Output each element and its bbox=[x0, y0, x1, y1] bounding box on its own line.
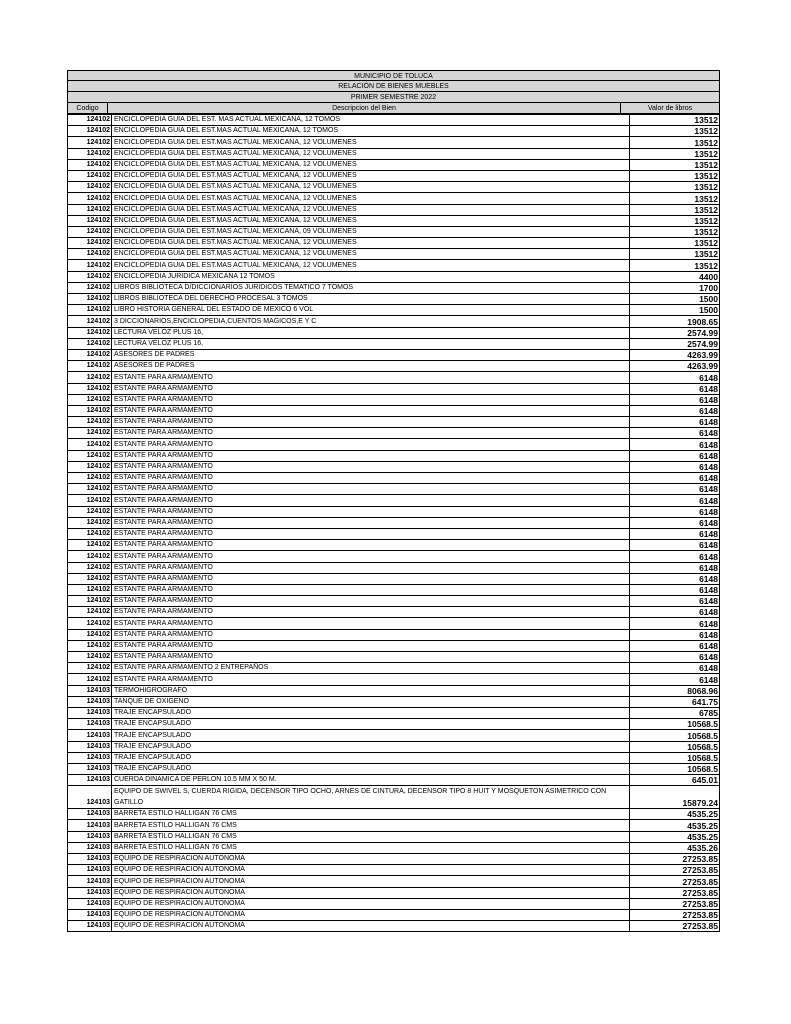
code-cell: 124103 bbox=[68, 831, 112, 842]
table-row bbox=[68, 663, 720, 674]
code-cell: 124102 bbox=[68, 674, 112, 685]
code-cell: 124103 bbox=[68, 909, 112, 920]
code-cell: 124103 bbox=[68, 763, 112, 774]
description-cell: ESTANTE PARA ARMAMENTO bbox=[112, 540, 630, 551]
code-cell: 124103 bbox=[68, 876, 112, 887]
code-cell: 124102 bbox=[68, 517, 112, 528]
value-cell: 4400 bbox=[630, 271, 720, 282]
value-cell: 6148 bbox=[630, 640, 720, 651]
description-cell: ENCICLOPEDIA GUIA DEL EST.MAS ACTUAL MEXICANA, 12 VOLUMENES bbox=[112, 193, 630, 204]
table-row bbox=[68, 752, 720, 763]
code-cell: 124102 bbox=[68, 417, 112, 428]
value-cell: 6148 bbox=[630, 629, 720, 640]
code-cell: 124102 bbox=[68, 450, 112, 461]
value-cell: 6148 bbox=[630, 439, 720, 450]
table-row bbox=[68, 562, 720, 573]
table-row bbox=[68, 473, 720, 484]
description-cell: ENCICLOPEDIA GUIA DEL EST.MAS ACTUAL MEXICANA, 12 VOLUMENES bbox=[112, 238, 630, 249]
table-row bbox=[68, 809, 720, 820]
value-cell: 2574.99 bbox=[630, 338, 720, 349]
table-row bbox=[68, 921, 720, 932]
code-cell: 124103 bbox=[68, 752, 112, 763]
table-row bbox=[68, 361, 720, 372]
code-cell: 124102 bbox=[68, 215, 112, 226]
value-cell: 6148 bbox=[630, 405, 720, 416]
code-cell: 124102 bbox=[68, 663, 112, 674]
value-cell: 13512 bbox=[630, 193, 720, 204]
value-cell: 27253.85 bbox=[630, 909, 720, 920]
description-cell: ENCICLOPEDIA GUIA DEL EST.MAS ACTUAL MEXICANA, 12 VOLUMENES bbox=[112, 260, 630, 271]
value-cell: 10568.5 bbox=[630, 741, 720, 752]
value-cell: 27253.85 bbox=[630, 887, 720, 898]
table-row bbox=[68, 629, 720, 640]
code-cell: 124102 bbox=[68, 607, 112, 618]
description-cell: ENCICLOPEDIA GUIA DEL EST.MAS ACTUAL MEXICANA, 12 VOLUMENES bbox=[112, 159, 630, 170]
code-cell: 124102 bbox=[68, 294, 112, 305]
value-cell: 6148 bbox=[630, 372, 720, 383]
code-cell: 124102 bbox=[68, 349, 112, 360]
value-cell: 6148 bbox=[630, 674, 720, 685]
table-row bbox=[68, 696, 720, 707]
code-cell: 124103 bbox=[68, 865, 112, 876]
description-cell: TRAJE ENCAPSULADO bbox=[112, 752, 630, 763]
table-row bbox=[68, 484, 720, 495]
code-cell: 124102 bbox=[68, 148, 112, 159]
code-cell: 124102 bbox=[68, 562, 112, 573]
code-cell: 124102 bbox=[68, 596, 112, 607]
code-cell: 124102 bbox=[68, 316, 112, 327]
period-title: PRIMER SEMESTRE 2022 bbox=[67, 92, 720, 103]
value-cell: 641.75 bbox=[630, 696, 720, 707]
description-cell: ENCICLOPEDIA GUIA DEL EST.MAS ACTUAL MEXICANA, 12 TOMOS bbox=[112, 126, 630, 137]
code-cell: 124103 bbox=[68, 820, 112, 831]
code-cell: 124103 bbox=[68, 730, 112, 741]
table-row bbox=[68, 182, 720, 193]
value-cell: 6148 bbox=[630, 528, 720, 539]
code-cell: 124102 bbox=[68, 327, 112, 338]
table-row bbox=[68, 170, 720, 181]
value-cell: 6148 bbox=[630, 461, 720, 472]
value-cell: 27253.85 bbox=[630, 898, 720, 909]
table-row bbox=[68, 763, 720, 774]
table-row bbox=[68, 775, 720, 786]
code-cell: 124102 bbox=[68, 226, 112, 237]
description-cell: EQUIPO DE RESPIRACION AUTONOMA bbox=[112, 854, 630, 865]
table-row bbox=[68, 394, 720, 405]
value-cell: 4263.99 bbox=[630, 349, 720, 360]
table-row bbox=[68, 876, 720, 887]
code-cell: 124102 bbox=[68, 573, 112, 584]
description-cell: TANQUE DE OXIGENO bbox=[112, 696, 630, 707]
code-cell: 124103 bbox=[68, 696, 112, 707]
asset-table-body bbox=[68, 115, 720, 932]
description-cell: ENCICLOPEDIA GUIA DEL EST.MAS ACTUAL MEXICANA, 09 VOLUMENES bbox=[112, 226, 630, 237]
code-cell: 124102 bbox=[68, 484, 112, 495]
code-cell: 124102 bbox=[68, 540, 112, 551]
table-row bbox=[68, 596, 720, 607]
table-row bbox=[68, 618, 720, 629]
description-cell: LIBROS BIBLIOTECA DEL DERECHO PROCESAL 3 TOMOS bbox=[112, 294, 630, 305]
code-cell: 124102 bbox=[68, 271, 112, 282]
code-cell: 124102 bbox=[68, 238, 112, 249]
column-header-value: Valor de libros bbox=[647, 105, 693, 112]
description-cell: ENCICLOPEDIA JURIDICA MEXICANA 12 TOMOS bbox=[112, 271, 630, 282]
table-row bbox=[68, 316, 720, 327]
code-cell: 124102 bbox=[68, 282, 112, 293]
table-row bbox=[68, 865, 720, 876]
description-cell: ESTANTE PARA ARMAMENTO 2 ENTREPAÑOS bbox=[112, 663, 630, 674]
value-cell: 1500 bbox=[630, 294, 720, 305]
table-row bbox=[68, 540, 720, 551]
description-cell: ENCICLOPEDIA GUIA DEL EST.MAS ACTUAL MEXICANA, 12 VOLUMENES bbox=[112, 137, 630, 148]
value-cell: 6148 bbox=[630, 417, 720, 428]
table-row bbox=[68, 294, 720, 305]
description-cell: BARRETA ESTILO HALLIGAN 76 CMS bbox=[112, 831, 630, 842]
value-cell: 6148 bbox=[630, 540, 720, 551]
value-cell: 6148 bbox=[630, 495, 720, 506]
description-cell: ESTANTE PARA ARMAMENTO bbox=[112, 372, 630, 383]
code-cell: 124102 bbox=[68, 405, 112, 416]
description-cell: LIBROS BIBLIOTECA D/DICCIONARIOS JURIDICOS TEMATICO 7 TOMOS bbox=[112, 282, 630, 293]
value-cell: 6148 bbox=[630, 383, 720, 394]
table-row bbox=[68, 249, 720, 260]
table-row bbox=[68, 854, 720, 865]
table-row bbox=[68, 193, 720, 204]
description-cell: ESTANTE PARA ARMAMENTO bbox=[112, 484, 630, 495]
code-cell: 124102 bbox=[68, 182, 112, 193]
value-cell: 6148 bbox=[630, 573, 720, 584]
code-cell: 124102 bbox=[68, 305, 112, 316]
description-cell: EQUIPO DE SWIVEL S, CUERDA RIGIDA, DECENSOR TIPO OCHO, ARNES DE CINTURA, DECENSOR TIPO 8 HUIT Y MOSQUETON ASIMETRICO CON GATILLO bbox=[112, 786, 630, 809]
value-cell: 10568.5 bbox=[630, 763, 720, 774]
table-row bbox=[68, 584, 720, 595]
description-cell: ENCICLOPEDIA GUIA DEL EST.MAS ACTUAL MEXICANA, 12 VOLUMENES bbox=[112, 148, 630, 159]
description-cell: BARRETA ESTILO HALLIGAN 76 CMS bbox=[112, 842, 630, 853]
description-cell: TERMOHIGROGRAFO bbox=[112, 685, 630, 696]
description-cell: ESTANTE PARA ARMAMENTO bbox=[112, 405, 630, 416]
description-cell: ESTANTE PARA ARMAMENTO bbox=[112, 461, 630, 472]
description-cell: ENCICLOPEDIA GUIA DEL EST.MAS ACTUAL MEXICANA, 12 VOLUMENES bbox=[112, 204, 630, 215]
column-header-code: Codigo bbox=[68, 103, 108, 113]
table-row bbox=[68, 439, 720, 450]
value-cell: 27253.85 bbox=[630, 865, 720, 876]
description-cell: ESTANTE PARA ARMAMENTO bbox=[112, 428, 630, 439]
table-row bbox=[68, 461, 720, 472]
value-cell: 13512 bbox=[630, 159, 720, 170]
code-cell: 124102 bbox=[68, 394, 112, 405]
description-cell: ESTANTE PARA ARMAMENTO bbox=[112, 607, 630, 618]
table-row bbox=[68, 383, 720, 394]
code-cell: 124102 bbox=[68, 193, 112, 204]
description-cell: TRAJE ENCAPSULADO bbox=[112, 741, 630, 752]
value-cell: 4535.26 bbox=[630, 842, 720, 853]
municipality-title: MUNICIPIO DE TOLUCA bbox=[67, 70, 720, 81]
value-cell: 13512 bbox=[630, 182, 720, 193]
table-row bbox=[68, 528, 720, 539]
value-cell: 15879.24 bbox=[630, 786, 720, 809]
table-row bbox=[68, 137, 720, 148]
description-cell: ESTANTE PARA ARMAMENTO bbox=[112, 506, 630, 517]
table-row bbox=[68, 226, 720, 237]
table-row bbox=[68, 495, 720, 506]
code-cell: 124102 bbox=[68, 640, 112, 651]
table-row bbox=[68, 674, 720, 685]
value-cell: 13512 bbox=[630, 226, 720, 237]
description-cell: ESTANTE PARA ARMAMENTO bbox=[112, 528, 630, 539]
value-cell: 13512 bbox=[630, 170, 720, 181]
code-cell: 124102 bbox=[68, 170, 112, 181]
table-row bbox=[68, 327, 720, 338]
value-cell: 27253.85 bbox=[630, 876, 720, 887]
table-row bbox=[68, 607, 720, 618]
value-cell: 6785 bbox=[630, 707, 720, 718]
value-cell: 27253.85 bbox=[630, 854, 720, 865]
code-cell: 124102 bbox=[68, 506, 112, 517]
description-cell: ESTANTE PARA ARMAMENTO bbox=[112, 573, 630, 584]
table-row bbox=[68, 428, 720, 439]
description-cell: LECTURA VELOZ PLUS 16, bbox=[112, 338, 630, 349]
code-cell: 124102 bbox=[68, 551, 112, 562]
code-cell: 124102 bbox=[68, 618, 112, 629]
description-cell: ESTANTE PARA ARMAMENTO bbox=[112, 674, 630, 685]
table-row bbox=[68, 719, 720, 730]
description-cell: TRAJE ENCAPSULADO bbox=[112, 763, 630, 774]
code-cell: 124103 bbox=[68, 809, 112, 820]
table-row bbox=[68, 126, 720, 137]
code-cell: 124102 bbox=[68, 428, 112, 439]
table-row bbox=[68, 842, 720, 853]
value-cell: 6148 bbox=[630, 428, 720, 439]
table-row bbox=[68, 338, 720, 349]
code-cell: 124103 bbox=[68, 842, 112, 853]
description-cell: ESTANTE PARA ARMAMENTO bbox=[112, 596, 630, 607]
description-cell: EQUIPO DE RESPIRACION AUTONOMA bbox=[112, 898, 630, 909]
code-cell: 124103 bbox=[68, 887, 112, 898]
value-cell: 13512 bbox=[630, 215, 720, 226]
table-row bbox=[68, 238, 720, 249]
value-cell: 8068.96 bbox=[630, 685, 720, 696]
description-cell: BARRETA ESTILO HALLIGAN 76 CMS bbox=[112, 809, 630, 820]
code-cell: 124102 bbox=[68, 372, 112, 383]
table-row bbox=[68, 517, 720, 528]
value-cell: 6148 bbox=[630, 484, 720, 495]
description-cell: EQUIPO DE RESPIRACION AUTONOMA bbox=[112, 909, 630, 920]
table-row bbox=[68, 204, 720, 215]
description-cell: ESTANTE PARA ARMAMENTO bbox=[112, 417, 630, 428]
table-row bbox=[68, 640, 720, 651]
table-row bbox=[68, 506, 720, 517]
code-cell: 124102 bbox=[68, 204, 112, 215]
description-cell: LIBRO HISTORIA GENERAL DEL ESTADO DE MEXICO 6 VOL bbox=[112, 305, 630, 316]
description-cell: ENCICLOPEDIA GUIA DEL EST.MAS ACTUAL MEXICANA, 12 VOLUMENES bbox=[112, 170, 630, 181]
table-row bbox=[68, 685, 720, 696]
table-row bbox=[68, 148, 720, 159]
code-cell: 124102 bbox=[68, 126, 112, 137]
value-cell: 13512 bbox=[630, 126, 720, 137]
description-cell: ESTANTE PARA ARMAMENTO bbox=[112, 517, 630, 528]
description-cell: ESTANTE PARA ARMAMENTO bbox=[112, 652, 630, 663]
description-cell: ESTANTE PARA ARMAMENTO bbox=[112, 629, 630, 640]
code-cell: 124103 bbox=[68, 921, 112, 932]
description-cell: ENCICLOPEDIA GUIA DEL EST.MAS ACTUAL MEXICANA, 12 VOLUMENES bbox=[112, 182, 630, 193]
code-cell: 124103 bbox=[68, 786, 112, 809]
code-cell: 124102 bbox=[68, 159, 112, 170]
value-cell: 4535.25 bbox=[630, 820, 720, 831]
value-cell: 6148 bbox=[630, 607, 720, 618]
value-cell: 6148 bbox=[630, 596, 720, 607]
description-cell: ESTANTE PARA ARMAMENTO bbox=[112, 439, 630, 450]
table-row bbox=[68, 305, 720, 316]
value-cell: 27253.85 bbox=[630, 921, 720, 932]
value-cell: 6148 bbox=[630, 584, 720, 595]
description-cell: ESTANTE PARA ARMAMENTO bbox=[112, 584, 630, 595]
code-cell: 124102 bbox=[68, 584, 112, 595]
value-cell: 10568.5 bbox=[630, 730, 720, 741]
description-cell: ASESORES DE PADRES bbox=[112, 349, 630, 360]
value-cell: 4535.25 bbox=[630, 831, 720, 842]
description-cell: 3 DICCIONARIOS,ENCICLOPEDIA,CUENTOS MAGICOS,E Y C bbox=[112, 316, 630, 327]
value-cell: 10568.5 bbox=[630, 752, 720, 763]
value-cell: 6148 bbox=[630, 618, 720, 629]
table-row bbox=[68, 786, 720, 809]
code-cell: 124102 bbox=[68, 338, 112, 349]
value-cell: 13512 bbox=[630, 204, 720, 215]
code-cell: 124102 bbox=[68, 473, 112, 484]
value-cell: 1500 bbox=[630, 305, 720, 316]
table-row bbox=[68, 349, 720, 360]
description-cell: ESTANTE PARA ARMAMENTO bbox=[112, 473, 630, 484]
value-cell: 13512 bbox=[630, 249, 720, 260]
code-cell: 124102 bbox=[68, 461, 112, 472]
description-cell: ESTANTE PARA ARMAMENTO bbox=[112, 394, 630, 405]
code-cell: 124102 bbox=[68, 629, 112, 640]
value-cell: 6148 bbox=[630, 394, 720, 405]
code-cell: 124102 bbox=[68, 260, 112, 271]
table-row bbox=[68, 831, 720, 842]
description-cell: ENCICLOPEDIA GUIA DEL EST. MAS ACTUAL MEXICANA, 12 TOMOS bbox=[112, 115, 630, 126]
description-cell: TRAJE ENCAPSULADO bbox=[112, 730, 630, 741]
description-cell: LECTURA VELOZ PLUS 16, bbox=[112, 327, 630, 338]
value-cell: 1700 bbox=[630, 282, 720, 293]
description-cell: EQUIPO DE RESPIRACION AUTONOMA bbox=[112, 921, 630, 932]
description-cell: ESTANTE PARA ARMAMENTO bbox=[112, 618, 630, 629]
description-cell: TRAJE ENCAPSULADO bbox=[112, 707, 630, 718]
value-cell: 4535.25 bbox=[630, 809, 720, 820]
description-cell: ESTANTE PARA ARMAMENTO bbox=[112, 383, 630, 394]
code-cell: 124102 bbox=[68, 137, 112, 148]
value-cell: 6148 bbox=[630, 663, 720, 674]
description-cell: ESTANTE PARA ARMAMENTO bbox=[112, 495, 630, 506]
table-row bbox=[68, 450, 720, 461]
table-row bbox=[68, 730, 720, 741]
value-cell: 10568.5 bbox=[630, 719, 720, 730]
code-cell: 124102 bbox=[68, 115, 112, 126]
code-cell: 124103 bbox=[68, 854, 112, 865]
value-cell: 13512 bbox=[630, 115, 720, 126]
table-row bbox=[68, 707, 720, 718]
table-row bbox=[68, 820, 720, 831]
table-row bbox=[68, 260, 720, 271]
description-cell: BARRETA ESTILO HALLIGAN 76 CMS bbox=[112, 820, 630, 831]
description-cell: ASESORES DE PADRES bbox=[112, 361, 630, 372]
table-row bbox=[68, 898, 720, 909]
code-cell: 124102 bbox=[68, 652, 112, 663]
table-row bbox=[68, 372, 720, 383]
description-cell: ESTANTE PARA ARMAMENTO bbox=[112, 562, 630, 573]
description-cell: CUERDA DINAMICA DE PERLON 10.5 MM X 50 M. bbox=[112, 775, 630, 786]
column-header-row bbox=[67, 103, 720, 114]
code-cell: 124103 bbox=[68, 685, 112, 696]
value-cell: 6148 bbox=[630, 562, 720, 573]
code-cell: 124102 bbox=[68, 528, 112, 539]
table-row bbox=[68, 887, 720, 898]
value-cell: 645.01 bbox=[630, 775, 720, 786]
code-cell: 124103 bbox=[68, 898, 112, 909]
description-cell: ENCICLOPEDIA GUIA DEL EST.MAS ACTUAL MEXICANA, 12 VOLUMENES bbox=[112, 215, 630, 226]
table-row bbox=[68, 405, 720, 416]
code-cell: 124103 bbox=[68, 719, 112, 730]
asset-sheet bbox=[67, 70, 720, 932]
table-row bbox=[68, 652, 720, 663]
table-row bbox=[68, 741, 720, 752]
description-cell: ENCICLOPEDIA GUIA DEL EST.MAS ACTUAL MEXICANA, 12 VOLUMENES bbox=[112, 249, 630, 260]
code-cell: 124102 bbox=[68, 361, 112, 372]
description-cell: EQUIPO DE RESPIRACION AUTONOMA bbox=[112, 876, 630, 887]
code-cell: 124102 bbox=[68, 439, 112, 450]
value-cell: 13512 bbox=[630, 260, 720, 271]
code-cell: 124103 bbox=[68, 775, 112, 786]
description-cell: EQUIPO DE RESPIRACION AUTONOMA bbox=[112, 865, 630, 876]
table-row bbox=[68, 282, 720, 293]
value-cell: 6148 bbox=[630, 450, 720, 461]
description-cell: TRAJE ENCAPSULADO bbox=[112, 719, 630, 730]
value-cell: 1908.65 bbox=[630, 316, 720, 327]
value-cell: 13512 bbox=[630, 148, 720, 159]
asset-table bbox=[67, 114, 720, 932]
code-cell: 124102 bbox=[68, 495, 112, 506]
table-row bbox=[68, 551, 720, 562]
table-row bbox=[68, 417, 720, 428]
description-cell: ESTANTE PARA ARMAMENTO bbox=[112, 640, 630, 651]
value-cell: 6148 bbox=[630, 506, 720, 517]
code-cell: 124103 bbox=[68, 707, 112, 718]
code-cell: 124103 bbox=[68, 741, 112, 752]
value-cell: 6148 bbox=[630, 652, 720, 663]
value-cell: 13512 bbox=[630, 238, 720, 249]
value-cell: 2574.99 bbox=[630, 327, 720, 338]
value-cell: 13512 bbox=[630, 137, 720, 148]
column-header-description: Descripcion del Bien bbox=[108, 103, 621, 113]
description-cell: ESTANTE PARA ARMAMENTO bbox=[112, 450, 630, 461]
table-row bbox=[68, 159, 720, 170]
code-cell: 124102 bbox=[68, 383, 112, 394]
table-row bbox=[68, 115, 720, 126]
value-cell: 6148 bbox=[630, 473, 720, 484]
report-title: RELACIÓN DE BIENES MUEBLES bbox=[67, 81, 720, 92]
value-cell: 6148 bbox=[630, 551, 720, 562]
table-row bbox=[68, 573, 720, 584]
value-cell: 6148 bbox=[630, 517, 720, 528]
code-cell: 124102 bbox=[68, 249, 112, 260]
table-row bbox=[68, 909, 720, 920]
description-cell: EQUIPO DE RESPIRACION AUTONOMA bbox=[112, 887, 630, 898]
table-row bbox=[68, 215, 720, 226]
value-cell: 4263.99 bbox=[630, 361, 720, 372]
table-row bbox=[68, 271, 720, 282]
description-cell: ESTANTE PARA ARMAMENTO bbox=[112, 551, 630, 562]
